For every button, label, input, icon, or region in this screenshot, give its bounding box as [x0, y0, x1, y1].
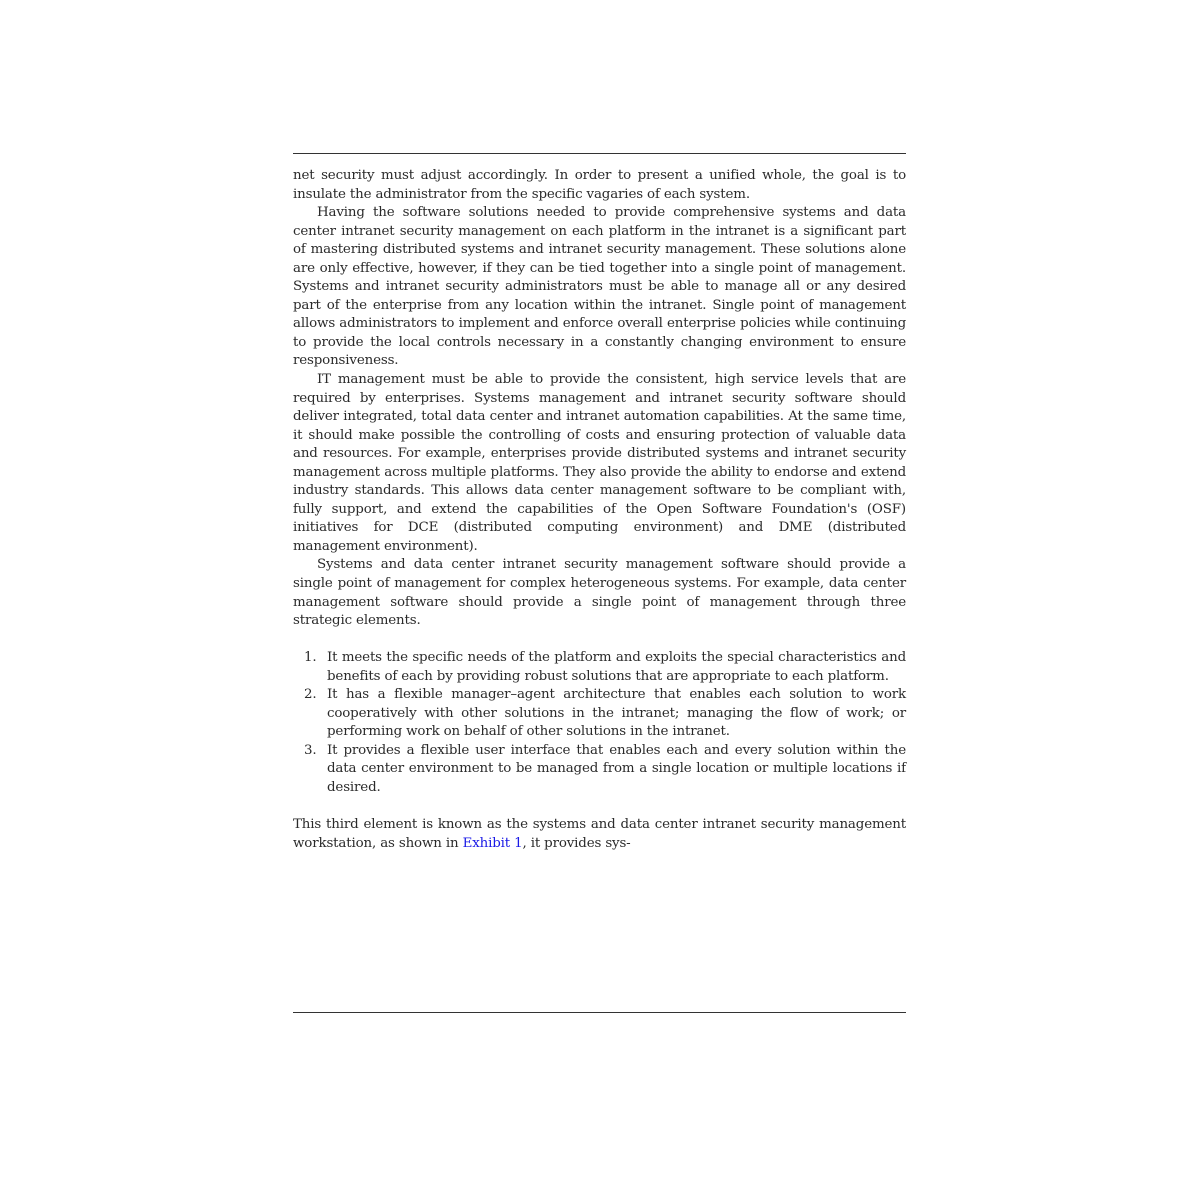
- body-text: [293, 167, 906, 853]
- paragraph-2: Having the software solutions needed to provide comprehensive systems and data center intranet security management on each platform in the intranet is a significant part of mastering distributed systems and intranet security management. These solutions alone are only effective, however, if they can be tied together into a single point of management. Systems and intranet security administrators must be able to manage all or any desired part of the enterprise from any location within the intranet. Single point of management allows administrators to implement and enforce overall enterprise policies while continuing to provide the local controls necessary in a constantly changing environment to ensure responsiveness.: [293, 205, 906, 369]
- paragraph-1: net security must adjust accordingly. In order to present a unified whole, the goal is to insulate the administrator from the specific vagaries of each system.: [293, 168, 906, 202]
- list-item: [293, 649, 906, 686]
- list-item-number: 1.: [304, 650, 317, 666]
- paragraph-3: IT management must be able to provide the consistent, high service levels that are required by enterprises. Systems management and intranet security software should deliver integrated, total data center and intranet automation capabilities. At the same time, it should make possible the controlling of costs and ensuring protection of valuable data and resources. For example, enterprises provide distributed systems and intranet security management across multiple platforms. They also provide the ability to endorse and extend industry standards. This allows data center management software to be compliant with, fully support, and extend the capabilities of the Open Software Foundation's (OSF) initiatives for DCE (distributed computing environment) and DME (distributed management environment).: [293, 372, 906, 554]
- list-item: [293, 686, 906, 742]
- exhibit-1-link[interactable]: Exhibit 1: [462, 835, 523, 851]
- strategic-elements-list: [293, 649, 906, 797]
- closing-text-after: , it provides sys-: [522, 835, 631, 851]
- list-item-text: It has a flexible manager–agent architecture that enables each solution to work cooperatively with other solutions in the intranet; managing the flow of work; or performing work on behalf of other solutions in the intranet.: [327, 687, 906, 740]
- header-rule: [293, 153, 906, 154]
- list-item-number: 3.: [304, 742, 317, 758]
- closing-paragraph: [293, 816, 906, 853]
- list-item-text: It provides a flexible user interface that enables each and every solution within the data center environment to be managed from a single location or multiple locations if desired.: [327, 742, 906, 795]
- list-item-number: 2.: [304, 687, 317, 703]
- list-item: [293, 742, 906, 798]
- paragraph-4: Systems and data center intranet security management software should provide a single point of management for complex heterogeneous systems. For example, data center management software should provide a single point of management through three strategic elements.: [293, 557, 906, 629]
- list-item-text: It meets the specific needs of the platform and exploits the special characteristics and benefits of each by providing robust solutions that are appropriate to each platform.: [327, 650, 906, 684]
- book-page: [293, 0, 906, 1200]
- footer-rule: [293, 1012, 906, 1013]
- closing-text-before: This third element is known as the systems and data center intranet security management workstation, as shown in: [293, 817, 906, 851]
